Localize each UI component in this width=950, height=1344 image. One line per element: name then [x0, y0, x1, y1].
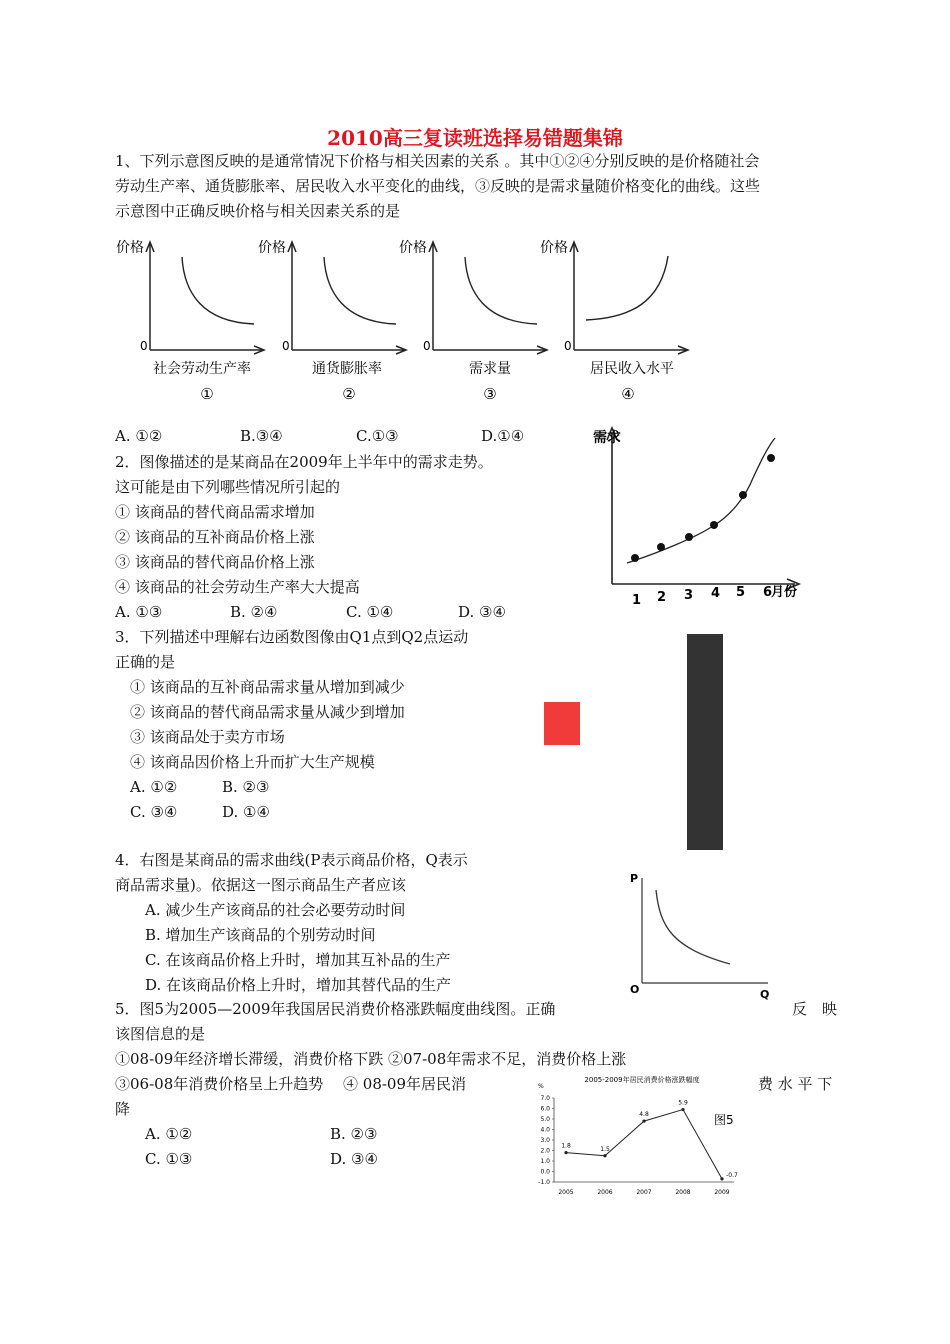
cpi-xtick-label: 2008 [675, 1189, 691, 1196]
q5-line-5: 降 [115, 1100, 131, 1118]
q2-xtick: 4 [711, 586, 721, 601]
q1-graph-4-origin: 0 [564, 339, 572, 353]
q1-option-a: A. ①② [115, 427, 163, 445]
q2-option-b: B. ②④ [230, 603, 278, 621]
q2-line-3: ① 该商品的替代商品需求增加 [115, 503, 315, 521]
cpi-point [681, 1108, 684, 1111]
cpi-value-labels [561, 1100, 738, 1179]
q1-graph-2-xlabel: 通货膨胀率 [312, 361, 382, 377]
cpi-ytick-label: 0.0 [540, 1168, 550, 1176]
cpi-value-label: 1.8 [561, 1142, 571, 1150]
cpi-point [564, 1151, 567, 1154]
q1-graph-4-ylabel: 价格 [540, 240, 568, 256]
q1-graph-3 [399, 239, 547, 403]
q5-option-c: C. ①③ [145, 1150, 193, 1168]
q2-xtick: 2 [657, 590, 667, 605]
q5-line-3: ①08-09年经济增长滞缓，消费价格下跌 ②07-08年需求不足，消费价格上涨 [115, 1050, 627, 1068]
q1-option-c: C.①③ [356, 427, 399, 445]
q3-line-5: ③ 该商品处于卖方市场 [130, 728, 285, 746]
q1-graph-3-xlabel: 需求量 [469, 361, 511, 377]
q2-xtick: 5 [736, 585, 746, 600]
q1-graph-4-xlabel: 居民收入水平 [590, 361, 674, 377]
q2-point [657, 543, 665, 551]
cpi-point [642, 1120, 645, 1123]
q2-line-1: 2．图像描述的是某商品在2009年上半年中的需求走势。 [115, 453, 493, 471]
q4-demand-curve [656, 890, 730, 964]
q2-option-c: C. ①④ [346, 603, 394, 621]
q3-line-4: ② 该商品的替代商品需求量从减少到增加 [130, 703, 405, 721]
q4-option-a: A. 减少生产该商品的社会必要劳动时间 [145, 901, 406, 919]
q2-xtick: 6 [763, 585, 773, 600]
q1-graph-4-num: ④ [621, 385, 635, 403]
q4-q-label: Q [760, 988, 770, 1001]
q1-line-2: 劳动生产率、通货膨胀率、居民收入水平变化的曲线，③反映的是需求量随价格变化的曲线。这些 [115, 177, 761, 195]
q3-line-6: ④ 该商品因价格上升而扩大生产规模 [130, 753, 375, 771]
cpi-xticks [558, 1189, 729, 1196]
q1-option-b: B.③④ [240, 427, 283, 445]
cpi-ytick-label: 2.0 [540, 1147, 550, 1155]
q3-option-b: B. ②③ [222, 778, 270, 796]
q1-graph-4 [540, 239, 688, 403]
q2-point [710, 521, 718, 529]
q2-point [685, 533, 693, 541]
q3-option-a: A. ①② [130, 778, 178, 796]
q4-option-b: B. 增加生产该商品的个别劳动时间 [145, 926, 376, 944]
q5-line-1-right: 反 映 [792, 1000, 838, 1018]
q2-demand-chart [585, 418, 810, 613]
q3-image-placeholder-red [544, 702, 580, 745]
q1-graphs [112, 232, 702, 407]
q3-line-1: 3．下列描述中理解右边函数图像由Q1点到Q2点运动 [115, 628, 469, 646]
cpi-ytick-label: -1.0 [538, 1179, 550, 1186]
cpi-ylabel: % [538, 1083, 544, 1090]
q4-option-c: C. 在该商品价格上升时，增加其互补品的生产 [145, 951, 451, 969]
cpi-ytick-label: 3.0 [540, 1137, 550, 1144]
cpi-chart-title: 2005-2009年居民消费价格涨跌幅度 [584, 1076, 700, 1084]
q3-image-placeholder-dark [687, 634, 723, 850]
q2-option-a: A. ①③ [115, 603, 163, 621]
q5-line-2: 该图信息的是 [115, 1025, 206, 1043]
cpi-ytick-label: 7.0 [540, 1095, 550, 1102]
cpi-figure-label: 图5 [714, 1113, 734, 1127]
cpi-ytick-label: 1.0 [540, 1158, 550, 1165]
cpi-value-label: 1.5 [600, 1145, 610, 1153]
q3-option-c: C. ③④ [130, 803, 178, 821]
q5-line-4: ③06-08年消费价格呈上升趋势 ④ 08-09年居民消 [115, 1075, 467, 1093]
cpi-ytick-label: 4.0 [540, 1126, 550, 1134]
cpi-chart [522, 1070, 752, 1202]
cpi-xtick-label: 2009 [714, 1189, 730, 1196]
cpi-points [564, 1108, 723, 1181]
q1-graph-3-origin: 0 [423, 339, 431, 353]
q2-xtick: 1 [632, 593, 642, 608]
cpi-xtick-label: 2006 [597, 1189, 613, 1196]
q4-option-d: D. 在该商品价格上升时，增加其替代品的生产 [145, 976, 452, 994]
cpi-xtick-label: 2005 [558, 1189, 574, 1196]
q2-point [739, 491, 747, 499]
q1-option-d: D.①④ [481, 427, 525, 445]
q1-graph-1 [116, 239, 264, 403]
q1-graph-3-num: ③ [483, 385, 497, 403]
q2-line-5: ③ 该商品的替代商品价格上涨 [115, 553, 315, 571]
q1-graph-2-num: ② [342, 385, 356, 403]
q1-line-3: 示意图中正确反映价格与相关因素关系的是 [115, 202, 401, 220]
q2-ylabel: 需求 [593, 430, 621, 446]
cpi-ytick-label: 5.0 [540, 1116, 550, 1123]
q2-xlabel: 月份 [771, 585, 798, 600]
q2-line-2: 这可能是由下列哪些情况所引起的 [115, 478, 341, 496]
cpi-yticks [538, 1095, 554, 1186]
q4-line-2: 商品需求量)。依据这一图示商品生产者应该 [115, 876, 406, 894]
q5-line-4-right: 费 水 平 下 [758, 1075, 833, 1093]
q2-point [767, 454, 775, 462]
q3-line-2: 正确的是 [115, 653, 176, 671]
q4-demand-chart [628, 868, 778, 1002]
q1-graph-1-xlabel: 社会劳动生产率 [153, 361, 251, 377]
q1-graph-1-ylabel: 价格 [116, 240, 144, 256]
cpi-point [603, 1154, 606, 1157]
q2-option-d: D. ③④ [458, 603, 506, 621]
cpi-value-label: -0.7 [726, 1171, 738, 1179]
q1-line-1: 1、下列示意图反映的是通常情况下价格与相关因素的关系 。其中①②④分别反映的是价格随社会 [115, 152, 760, 170]
q1-graph-1-origin: 0 [140, 339, 148, 353]
q4-o-label: O [630, 983, 640, 996]
cpi-point [720, 1177, 723, 1180]
q5-line-1: 5．图5为2005—2009年我国居民消费价格涨跌幅度曲线图。正确 [115, 1000, 556, 1018]
q2-line-4: ② 该商品的互补商品价格上涨 [115, 528, 315, 546]
q5-option-d: D. ③④ [330, 1150, 378, 1168]
q4-line-1: 4．右图是某商品的需求曲线(P表示商品价格，Q表示 [115, 851, 468, 869]
q3-line-3: ① 该商品的互补商品需求量从增加到减少 [130, 678, 405, 696]
q1-graph-3-ylabel: 价格 [399, 240, 427, 256]
q2-demand-curve [627, 438, 775, 563]
q4-p-label: P [630, 872, 639, 885]
q1-graph-2-ylabel: 价格 [258, 240, 286, 256]
cpi-ytick-label: 6.0 [540, 1105, 550, 1113]
q1-graph-2 [258, 239, 406, 403]
cpi-value-label: 4.8 [639, 1111, 649, 1119]
q2-line-6: ④ 该商品的社会劳动生产率大大提高 [115, 578, 360, 596]
q5-option-a: A. ①② [145, 1125, 193, 1143]
cpi-value-label: 5.9 [678, 1099, 688, 1107]
page-title: 2010高三复读班选择易错题集锦 [327, 126, 623, 150]
q5-option-b: B. ②③ [330, 1125, 378, 1143]
q3-option-d: D. ①④ [222, 803, 270, 821]
q1-graph-1-num: ① [200, 385, 214, 403]
q2-point [631, 554, 639, 562]
q1-graph-2-origin: 0 [282, 339, 290, 353]
cpi-xtick-label: 2007 [636, 1189, 652, 1196]
q2-xtick: 3 [684, 588, 694, 603]
